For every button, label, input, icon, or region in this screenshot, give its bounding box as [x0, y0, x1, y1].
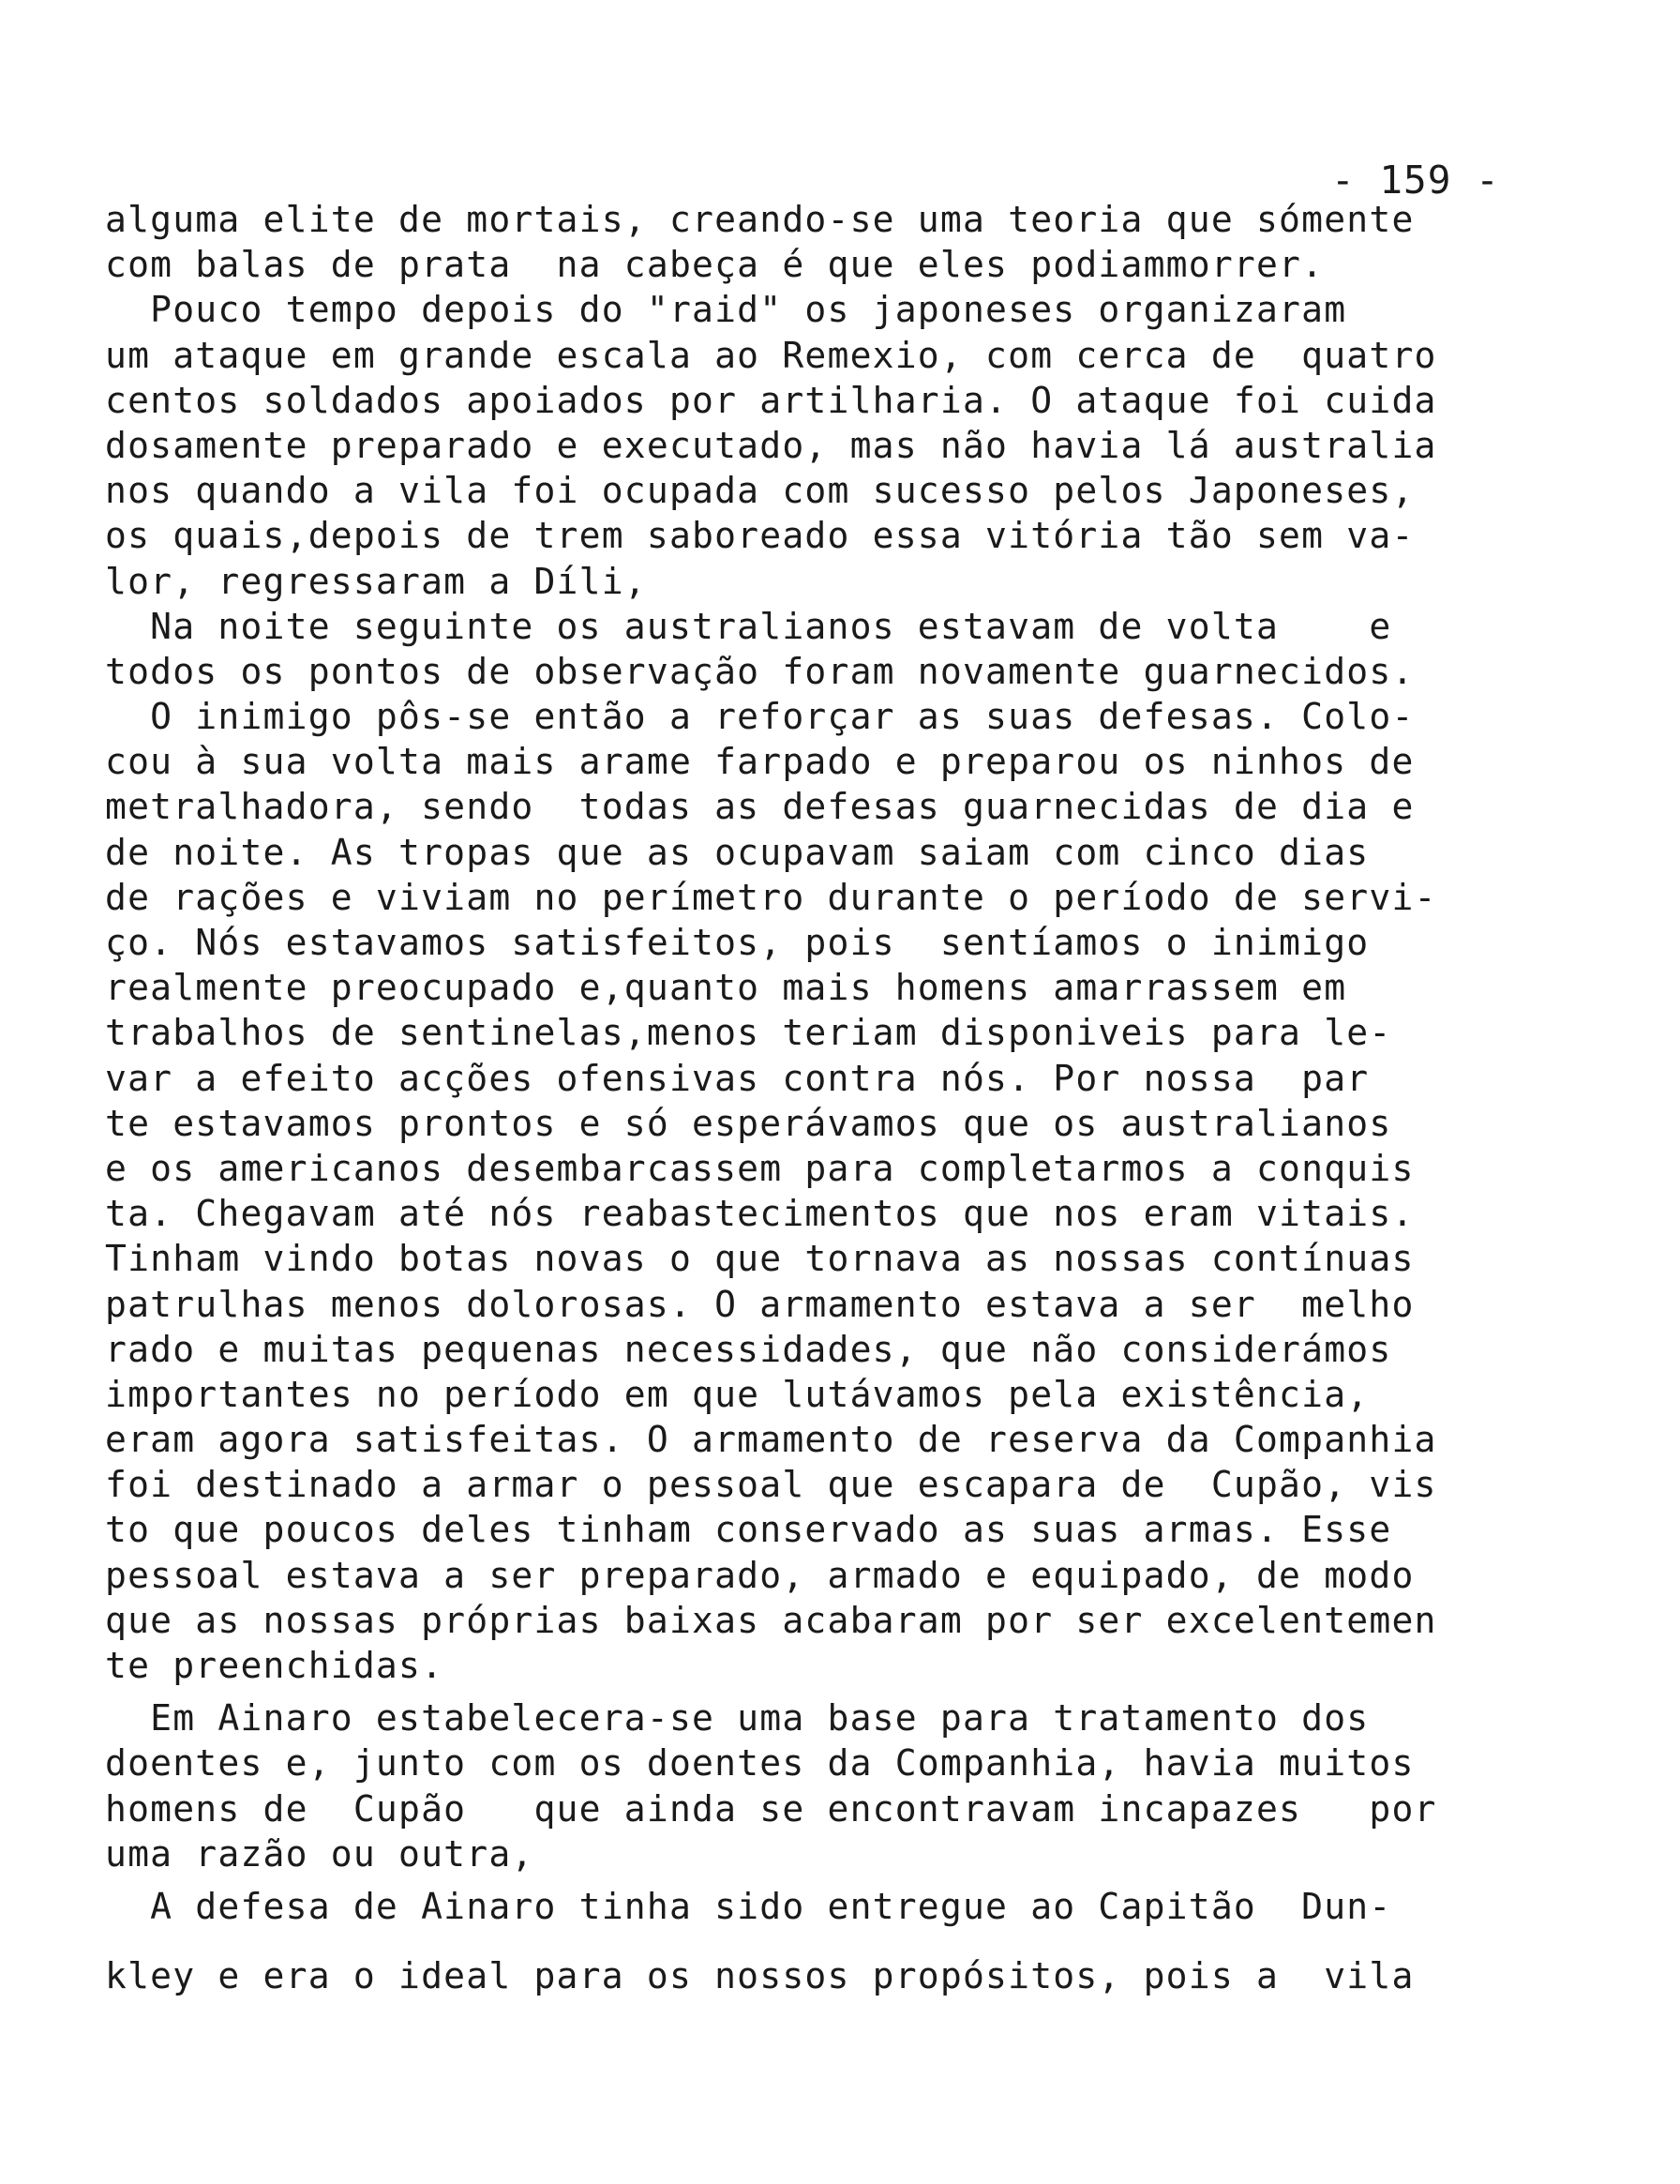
page-number: - 159 - — [1331, 158, 1500, 203]
text-line: realmente preocupado e,quanto mais homens amarrassem em — [105, 967, 1347, 1009]
text-line: dosamente preparado e executado, mas não havia lá australia — [105, 424, 1437, 466]
body-text — [105, 197, 1464, 1998]
text-line: Em Ainaro estabelecera-se uma base para tratamento dos — [105, 1697, 1370, 1740]
text-line: ta. Chegavam até nós reabastecimentos que nos eram vitais. — [105, 1193, 1415, 1235]
text-line: te preenchidas. — [105, 1645, 444, 1686]
text-line: O inimigo pôs-se então a reforçar as suas defesas. Colo- — [105, 696, 1415, 738]
text-line: todos os pontos de observação foram novamente guarnecidos. — [105, 650, 1415, 692]
text-line: pessoal estava a ser preparado, armado e equipado, de modo — [105, 1554, 1415, 1596]
text-line: de noite. As tropas que as ocupavam saiam com cinco dias — [105, 831, 1370, 873]
text-line: cou à sua volta mais arame farpado e preparou os ninhos de — [105, 741, 1415, 783]
text-line: Tinham vindo botas novas o que tornava as nossas contínuas — [105, 1238, 1415, 1280]
text-line: uma razão ou outra, — [105, 1832, 534, 1875]
text-line: te estavamos prontos e só esperávamos que os australianos — [105, 1102, 1392, 1144]
text-line: eram agora satisfeitas. O armamento de reserva da Companhia — [105, 1419, 1437, 1461]
text-line: patrulhas menos dolorosas. O armamento estava a ser melho — [105, 1283, 1415, 1325]
text-line: que as nossas próprias baixas acabaram por ser excelentemen — [105, 1599, 1437, 1641]
text-line: var a efeito acções ofensivas contra nós. Por nossa par — [105, 1057, 1370, 1099]
text-line: Na noite seguinte os australianos estavam de volta e — [105, 605, 1392, 647]
text-line: os quais,depois de trem saboreado essa vitória tão sem va- — [105, 515, 1415, 557]
text-line: nos quando a vila foi ocupada com sucesso pelos Japoneses, — [105, 470, 1415, 512]
text-line: importantes no período em que lutávamos pela existência, — [105, 1373, 1370, 1415]
text-line: to que poucos deles tinham conservado as suas armas. Esse — [105, 1509, 1392, 1551]
text-line: trabalhos de sentinelas,menos teriam disponiveis para le- — [105, 1012, 1392, 1054]
text-line: Pouco tempo depois do "raid" os japoneses organizaram — [105, 289, 1347, 331]
text-line: kley e era o ideal para os nossos propósitos, pois a vila — [105, 1955, 1415, 1997]
text-line: de rações e viviam no perímetro durante o período de servi- — [105, 876, 1437, 918]
text-line: homens de Cupão que ainda se encontravam incapazes por — [105, 1787, 1437, 1830]
text-line: ço. Nós estavamos satisfeitos, pois sentíamos o inimigo — [105, 922, 1370, 963]
text-line: um ataque em grande escala ao Remexio, com cerca de quatro — [105, 334, 1437, 376]
text-line: centos soldados apoiados por artilharia. O ataque foi cuida — [105, 379, 1437, 421]
text-line: alguma elite de mortais, creando-se uma teoria que sómente — [105, 199, 1415, 240]
text-line: rado e muitas pequenas necessidades, que não considerámos — [105, 1328, 1392, 1370]
text-line: A defesa de Ainaro tinha sido entregue ao Capitão Dun- — [105, 1885, 1392, 1927]
text-line: e os americanos desembarcassem para completarmos a conquis — [105, 1147, 1415, 1189]
text-line: doentes e, junto com os doentes da Companhia, havia muitos — [105, 1742, 1415, 1785]
text-line: metralhadora, sendo todas as defesas guarnecidas de dia e — [105, 786, 1415, 828]
text-line: foi destinado a armar o pessoal que escapara de Cupão, vis — [105, 1464, 1437, 1506]
text-line: com balas de prata na cabeça é que eles podiammorrer. — [105, 244, 1325, 286]
text-line: lor, regressaram a Díli, — [105, 560, 647, 602]
